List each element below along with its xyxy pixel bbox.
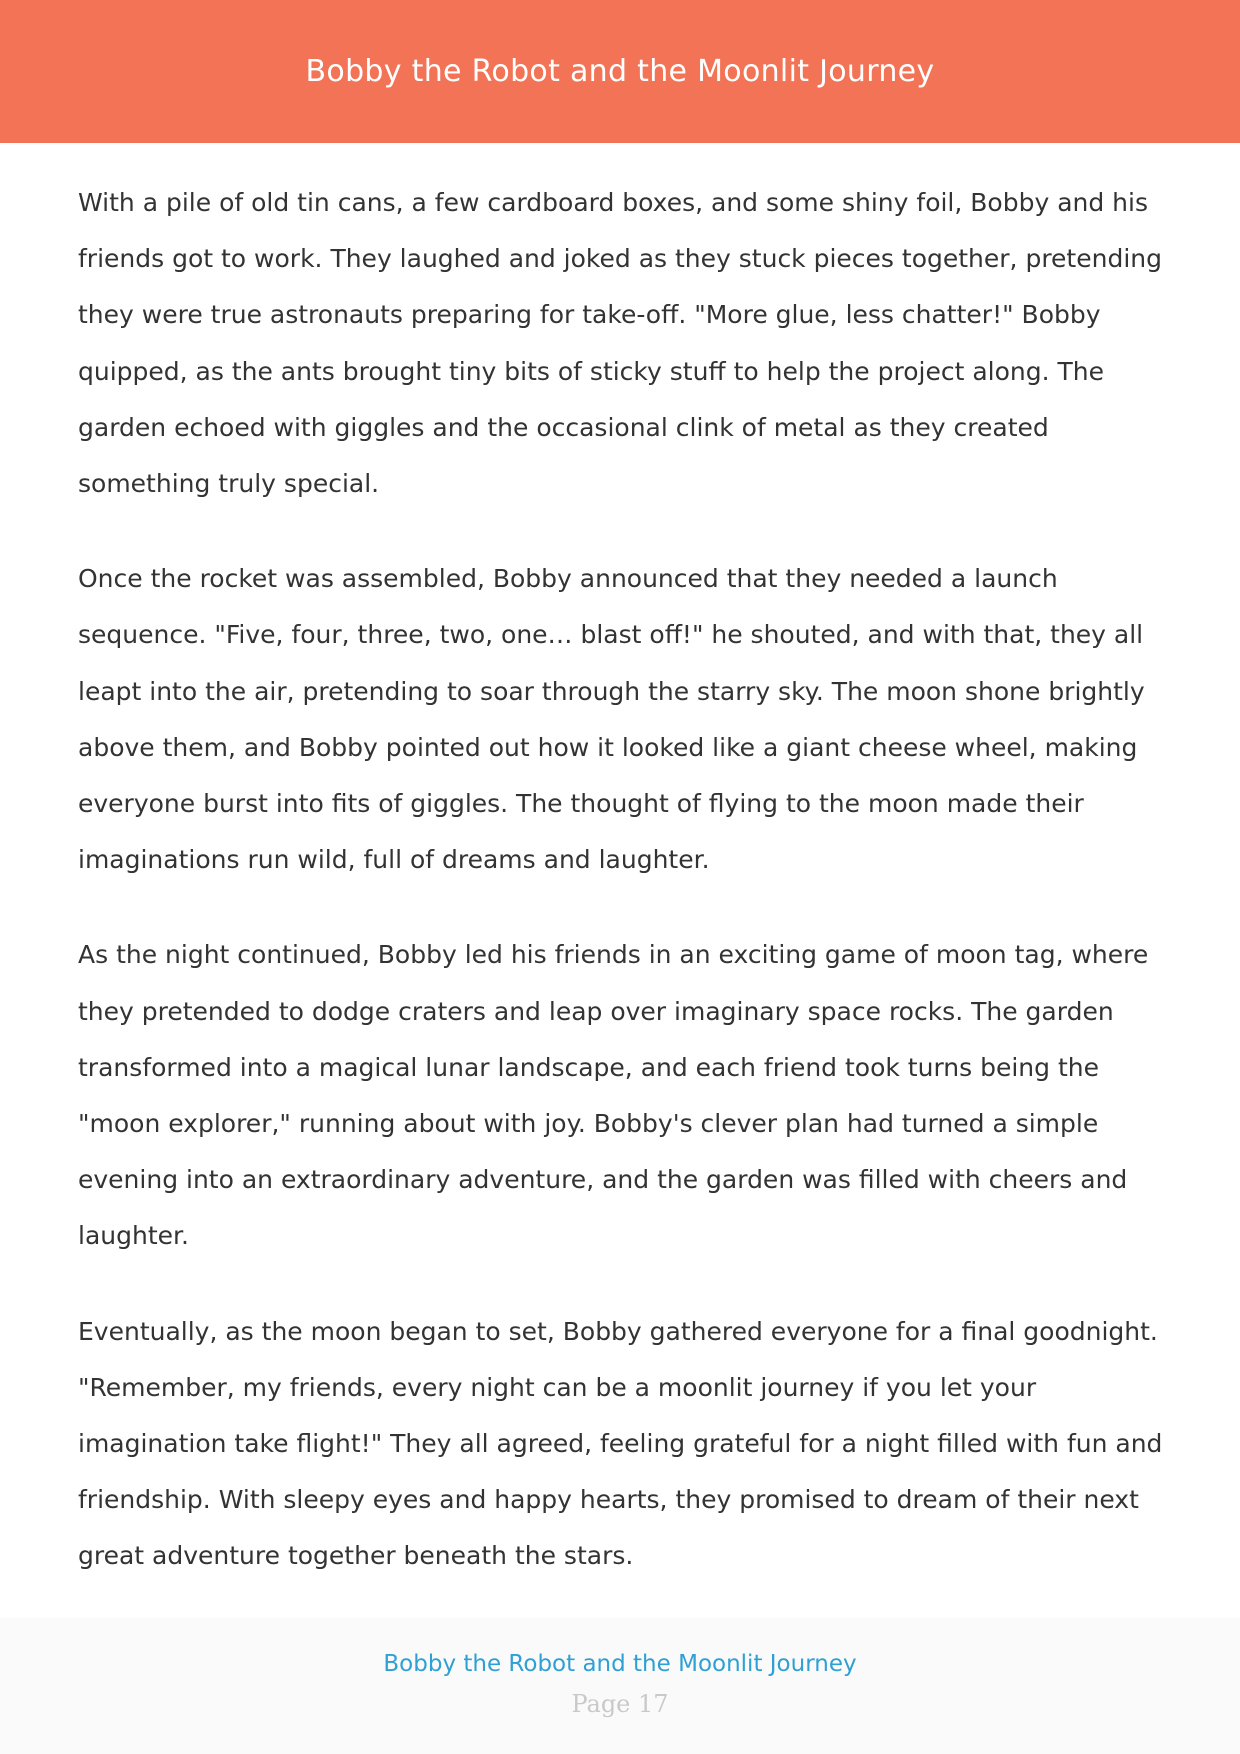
page-number: Page 17 (571, 1690, 669, 1718)
story-paragraph-2: Once the rocket was assembled, Bobby announced that they needed a launch sequence. "Five, four, three, two, one… blast off!" he shouted, and with that, they all leapt into the air, pretending to soar through the starry sky. The moon shone brightly above them, and Bobby pointed out how it looked like a giant cheese wheel, making everyone burst into fits of giggles. The thought of flying to the moon made their imaginations run wild, full of dreams and laughter. (78, 564, 1145, 875)
story-paragraph-4: Eventually, as the moon began to set, Bobby gathered everyone for a final goodnight. "Remember, my friends, every night can be a moonlit journey if you let your imagination take flight!" They all agreed, feeling grateful for a night filled with fun and friendship. With sleepy eyes and happy hearts, they promised to dream of their next great adventure together beneath the stars. (78, 1316, 1163, 1571)
story-paragraph-3: As the night continued, Bobby led his friends in an exciting game of moon tag, where they pretended to dodge craters and leap over imaginary space rocks. The garden transformed into a magical lunar landscape, and each friend took turns being the "moon explorer," running about with joy. Bobby's clever plan had turned a simple evening into an extraordinary adventure, and the garden was filled with cheers and laughter. (78, 940, 1149, 1251)
story-content (78, 175, 1168, 1624)
page-header (0, 0, 1240, 143)
story-paragraph-1: With a pile of old tin cans, a few cardboard boxes, and some shiny foil, Bobby and his friends got to work. They laughed and joked as they stuck pieces together, pretending they were true astronauts preparing for take-off. "More glue, less chatter!" Bobby quipped, as the ants brought tiny bits of sticky stuff to help the project along. The garden echoed with giggles and the occasional clink of metal as they created something truly special. (78, 188, 1162, 499)
book-title: Bobby the Robot and the Moonlit Journey (305, 54, 935, 89)
footer-book-title: Bobby the Robot and the Moonlit Journey (383, 1651, 857, 1677)
page-footer (0, 1618, 1240, 1754)
